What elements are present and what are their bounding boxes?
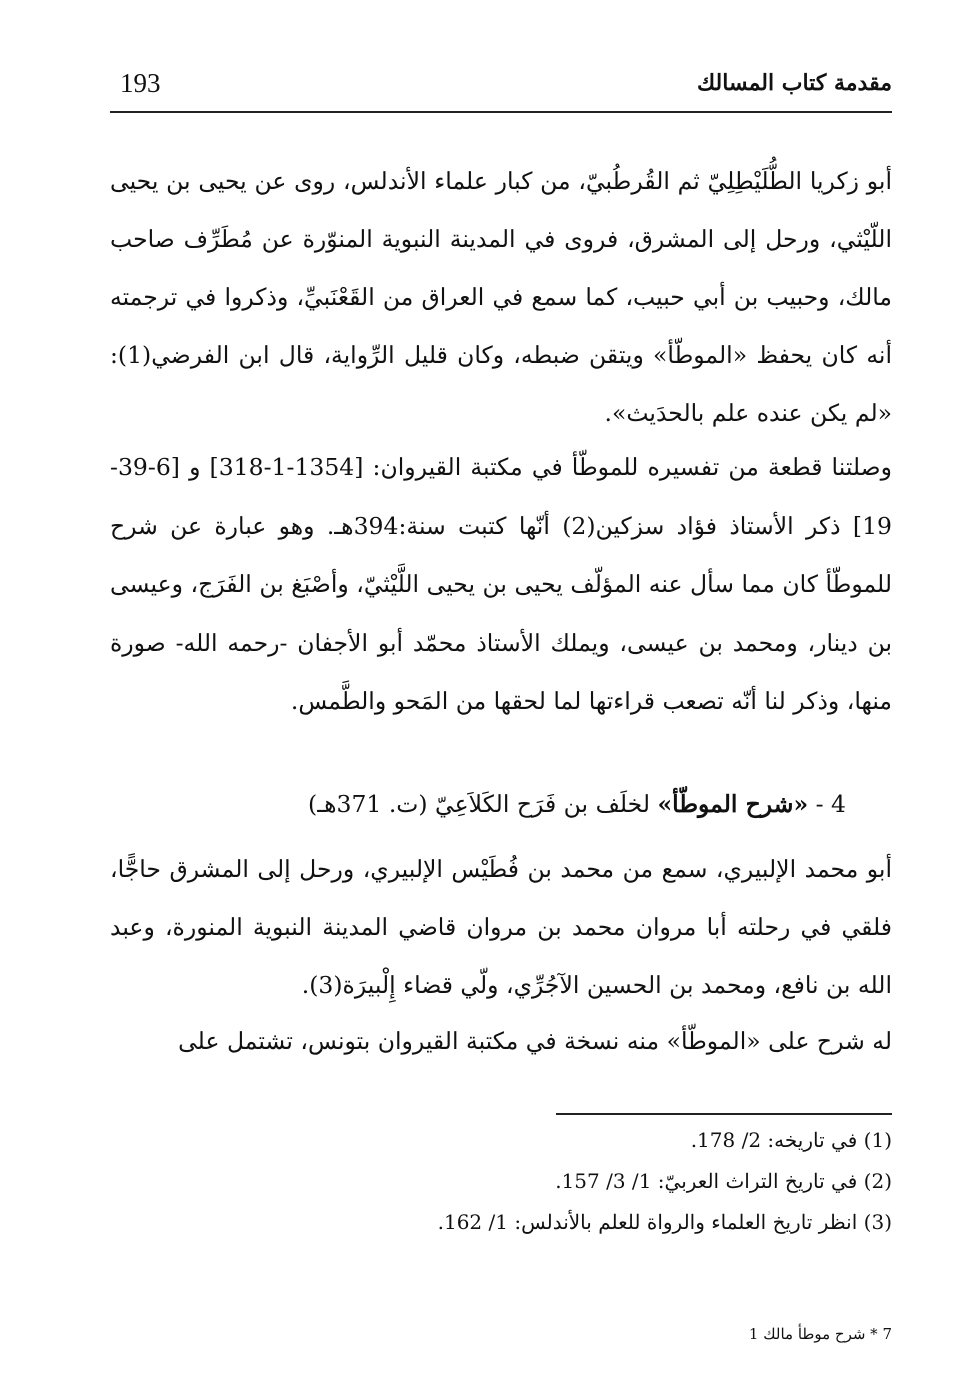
paragraph-2: وصلتنا قطعة من تفسيره للموطّأ في مكتبة القيروان: [1354-1-318] و [6-39-19] ذكر الأستاذ فؤاد سزكين(2) أنّها كتبت سنة:394هـ. وهو عبارة عن شرح للموطّأ كان مما سأل عنه المؤلّف يحيى بن يحيى اللَّيْثيّ، وأصْبَغ بن الفَرَج، وعيسى بن دينار، ومحمد بن عيسى، ويملك الأستاذ محمّد أبو الأجفان -رحمه الله- صورة منها، وذكر لنا أنّه تصعب قراءتها لما لحقها من المَحو والطَّمس. [110,453,892,715]
paragraph-1: أبو زكريا الطُّلَيْطِلِيّ ثم القُرطُبيّ، من كبار علماء الأندلس، روى عن يحيى بن يحيى اللّيْثي، ورحل إلى المشرق، فروى في المدينة النبوية المنوّرة عن مُطَرِّف صاحب مالك، وحبيب بن أبي حبيب، كما سمع في العراق من القَعْنَبيِّ، وذكروا في ترجمته أنه كان يحفظ «الموطّأ» ويتقن ضبطه، وكان قليل الرِّواية، قال ابن الفرضي(1): «لم يكن عنده علم بالحدَيث». [110,167,892,427]
page-header [110,62,892,112]
header-divider [110,111,892,113]
footnotes [110,1120,892,1243]
heading-number: 4 - [808,790,846,818]
section-heading [110,775,892,833]
footnote-2: (2) في تاريخ التراث العربيّ: 1/ 3/ 157. [555,1169,892,1193]
signature-mark: 7 * شرح موطأ مالك 1 [748,1325,892,1343]
heading-author: لخلَف بن فَرَح الكَلاَعِيّ (ت. 371هـ) [308,790,658,818]
heading-title: «شرح الموطّأ» [657,790,809,818]
footnote-3: (3) انظر تاريخ العلماء والرواة للعلم بالأندلس: 1/ 162. [437,1210,892,1234]
footnote-1: (1) في تاريخه: 2/ 178. [690,1128,892,1152]
page-number: 193 [120,68,161,98]
footnote-divider [556,1113,892,1115]
paragraph-4: له شرح على «الموطّأ» منه نسخة في مكتبة القيروان بتونس، تشتمل على [178,1027,892,1055]
running-title: مقدمة كتاب المسالك [697,70,892,96]
paragraph-3: أبو محمد الإلبيري، سمع من محمد بن فُطَيْس الإلبيري، ورحل إلى المشرق حاجًّا، فلقي في رحلته أبا مروان محمد بن مروان قاضي المدينة النبوية المنورة، وعبد الله بن نافع، ومحمد بن الحسين الآجُرِّي، ولّي قضاء إِلْبيرَة(3). [110,855,892,999]
